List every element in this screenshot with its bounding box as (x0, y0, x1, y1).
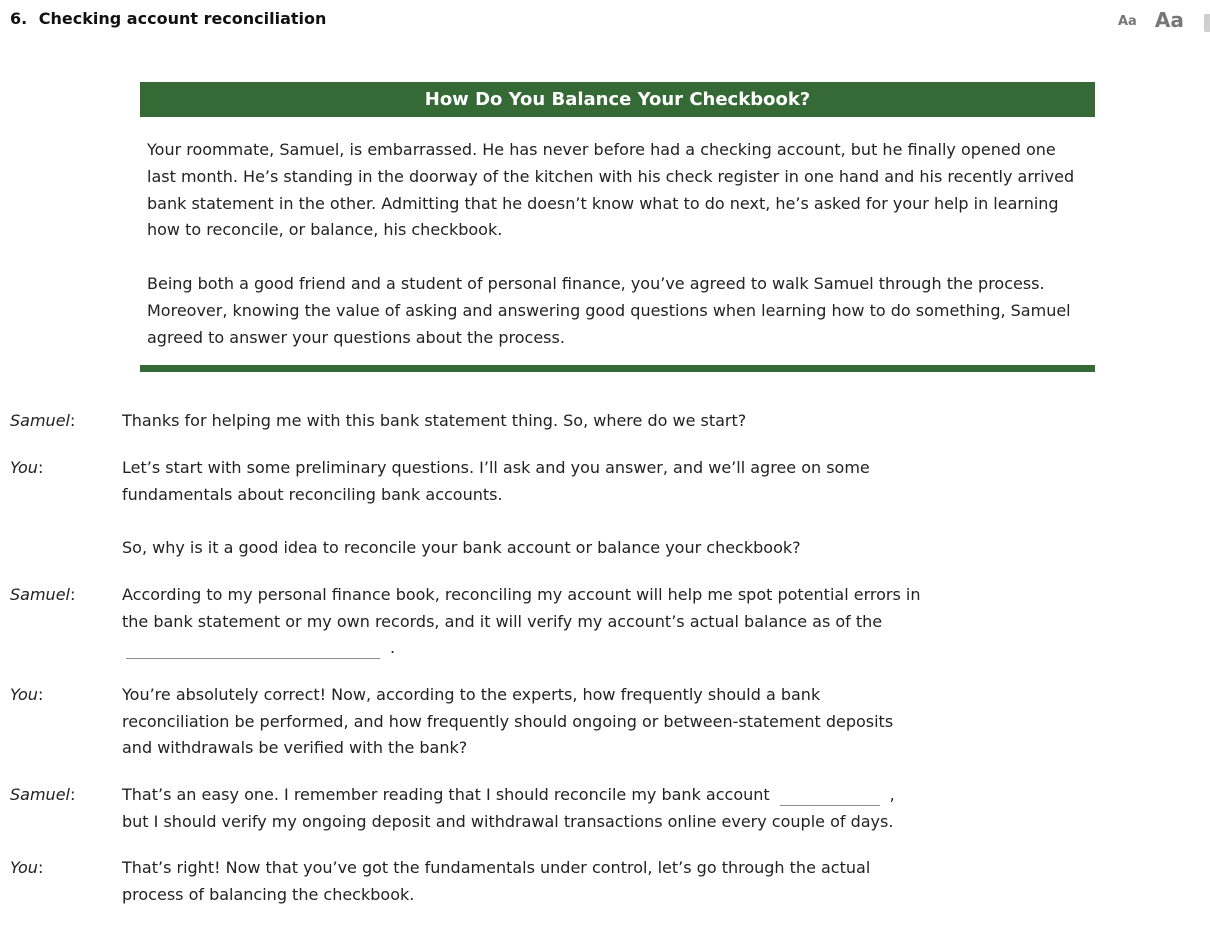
speech-line (122, 582, 922, 662)
speech-text (122, 408, 930, 435)
speech-line: Thanks for helping me with this bank statement thing. So, where do we start? (122, 411, 747, 430)
speech-line-text: According to my personal finance book, reconciling my account will help me spot potential errors in the bank statement or my own records, and it will verify my account’s actual balance as of the (122, 585, 921, 631)
blank-punctuation: . (390, 638, 396, 658)
speaker-name: Samuel (10, 411, 70, 430)
speech-line: So, why is it a good idea to reconcile your bank account or balance your checkbook? (122, 537, 801, 557)
speaker-name: Samuel (10, 785, 70, 804)
speech-text (122, 682, 930, 762)
dialogue-turn (10, 408, 930, 435)
speech-text (122, 582, 930, 662)
dialogue-turn (10, 782, 930, 835)
speaker-label: You: (10, 858, 44, 877)
speech-line: That’s right! Now that you’ve got the fundamentals under control, let’s go through the actual process of balancing the checkbook. (122, 858, 871, 904)
speaker-name: You (10, 685, 38, 704)
speaker-name: You (10, 458, 38, 477)
speech-line: but I should verify my ongoing deposit and withdrawal transactions online every couple of days. (122, 811, 894, 831)
speech-line-text: That’s an easy one. I remember reading that I should reconcile my bank account (122, 785, 770, 804)
case-body (140, 117, 1095, 365)
speech-line: You’re absolutely correct! Now, according to the experts, how frequently should a bank reconciliation be performed, and how frequently should ongoing or between-statement deposits and withdrawals be verified with the bank? (122, 685, 894, 758)
speaker-label: Samuel: (10, 411, 76, 430)
increase-font-button[interactable]: Aa (1154, 8, 1184, 32)
font-size-controls (1118, 8, 1184, 32)
decrease-font-button[interactable]: Aa (1118, 14, 1137, 29)
dialogue-turn (10, 455, 930, 561)
case-paragraph: Being both a good friend and a student of personal finance, you’ve agreed to walk Samuel through the process. Moreover, knowing the value of asking and answering good questions when learning how to do something, Samuel agreed to answer your questions about the process. (147, 273, 1071, 347)
speaker-label: You: (10, 685, 44, 704)
speech-text (122, 782, 930, 835)
dialogue-turn (10, 682, 930, 762)
speech-line (122, 782, 930, 809)
speaker-label: Samuel: (10, 585, 76, 604)
case-heading: How Do You Balance Your Checkbook? (140, 82, 1095, 117)
speaker-label: You: (10, 458, 44, 477)
blank-punctuation: , (889, 785, 895, 804)
dialogue-turn (10, 855, 930, 908)
case-paragraph: Your roommate, Samuel, is embarrassed. He has never before had a checking account, but he finally opened one last month. He’s standing in the doorway of the kitchen with his check register in one hand and his recently arrived bank statement in the other. Admitting that he doesn’t know what to do next, he’s asked for your help in learning how to reconcile, or balance, his checkbook. (147, 140, 1075, 240)
toolbar-edge-icon (1204, 14, 1210, 32)
speech-line: Let’s start with some preliminary questions. I’ll ask and you answer, and we’ll agree on some fundamentals about reconciling bank accounts. (122, 458, 870, 504)
case-footer-bar (140, 365, 1095, 372)
speaker-label: Samuel: (10, 785, 76, 804)
case-box (140, 82, 1095, 372)
speech-text (122, 855, 930, 908)
answer-blank-2[interactable] (780, 787, 880, 806)
speaker-name: Samuel (10, 585, 70, 604)
speaker-name: You (10, 858, 38, 877)
dialogue-turn (10, 582, 930, 662)
question-number: 6. (10, 9, 28, 28)
speech-text (122, 455, 930, 561)
question-title (10, 9, 326, 28)
answer-blank-1[interactable] (126, 640, 380, 659)
question-title-text: Checking account reconciliation (38, 9, 327, 28)
